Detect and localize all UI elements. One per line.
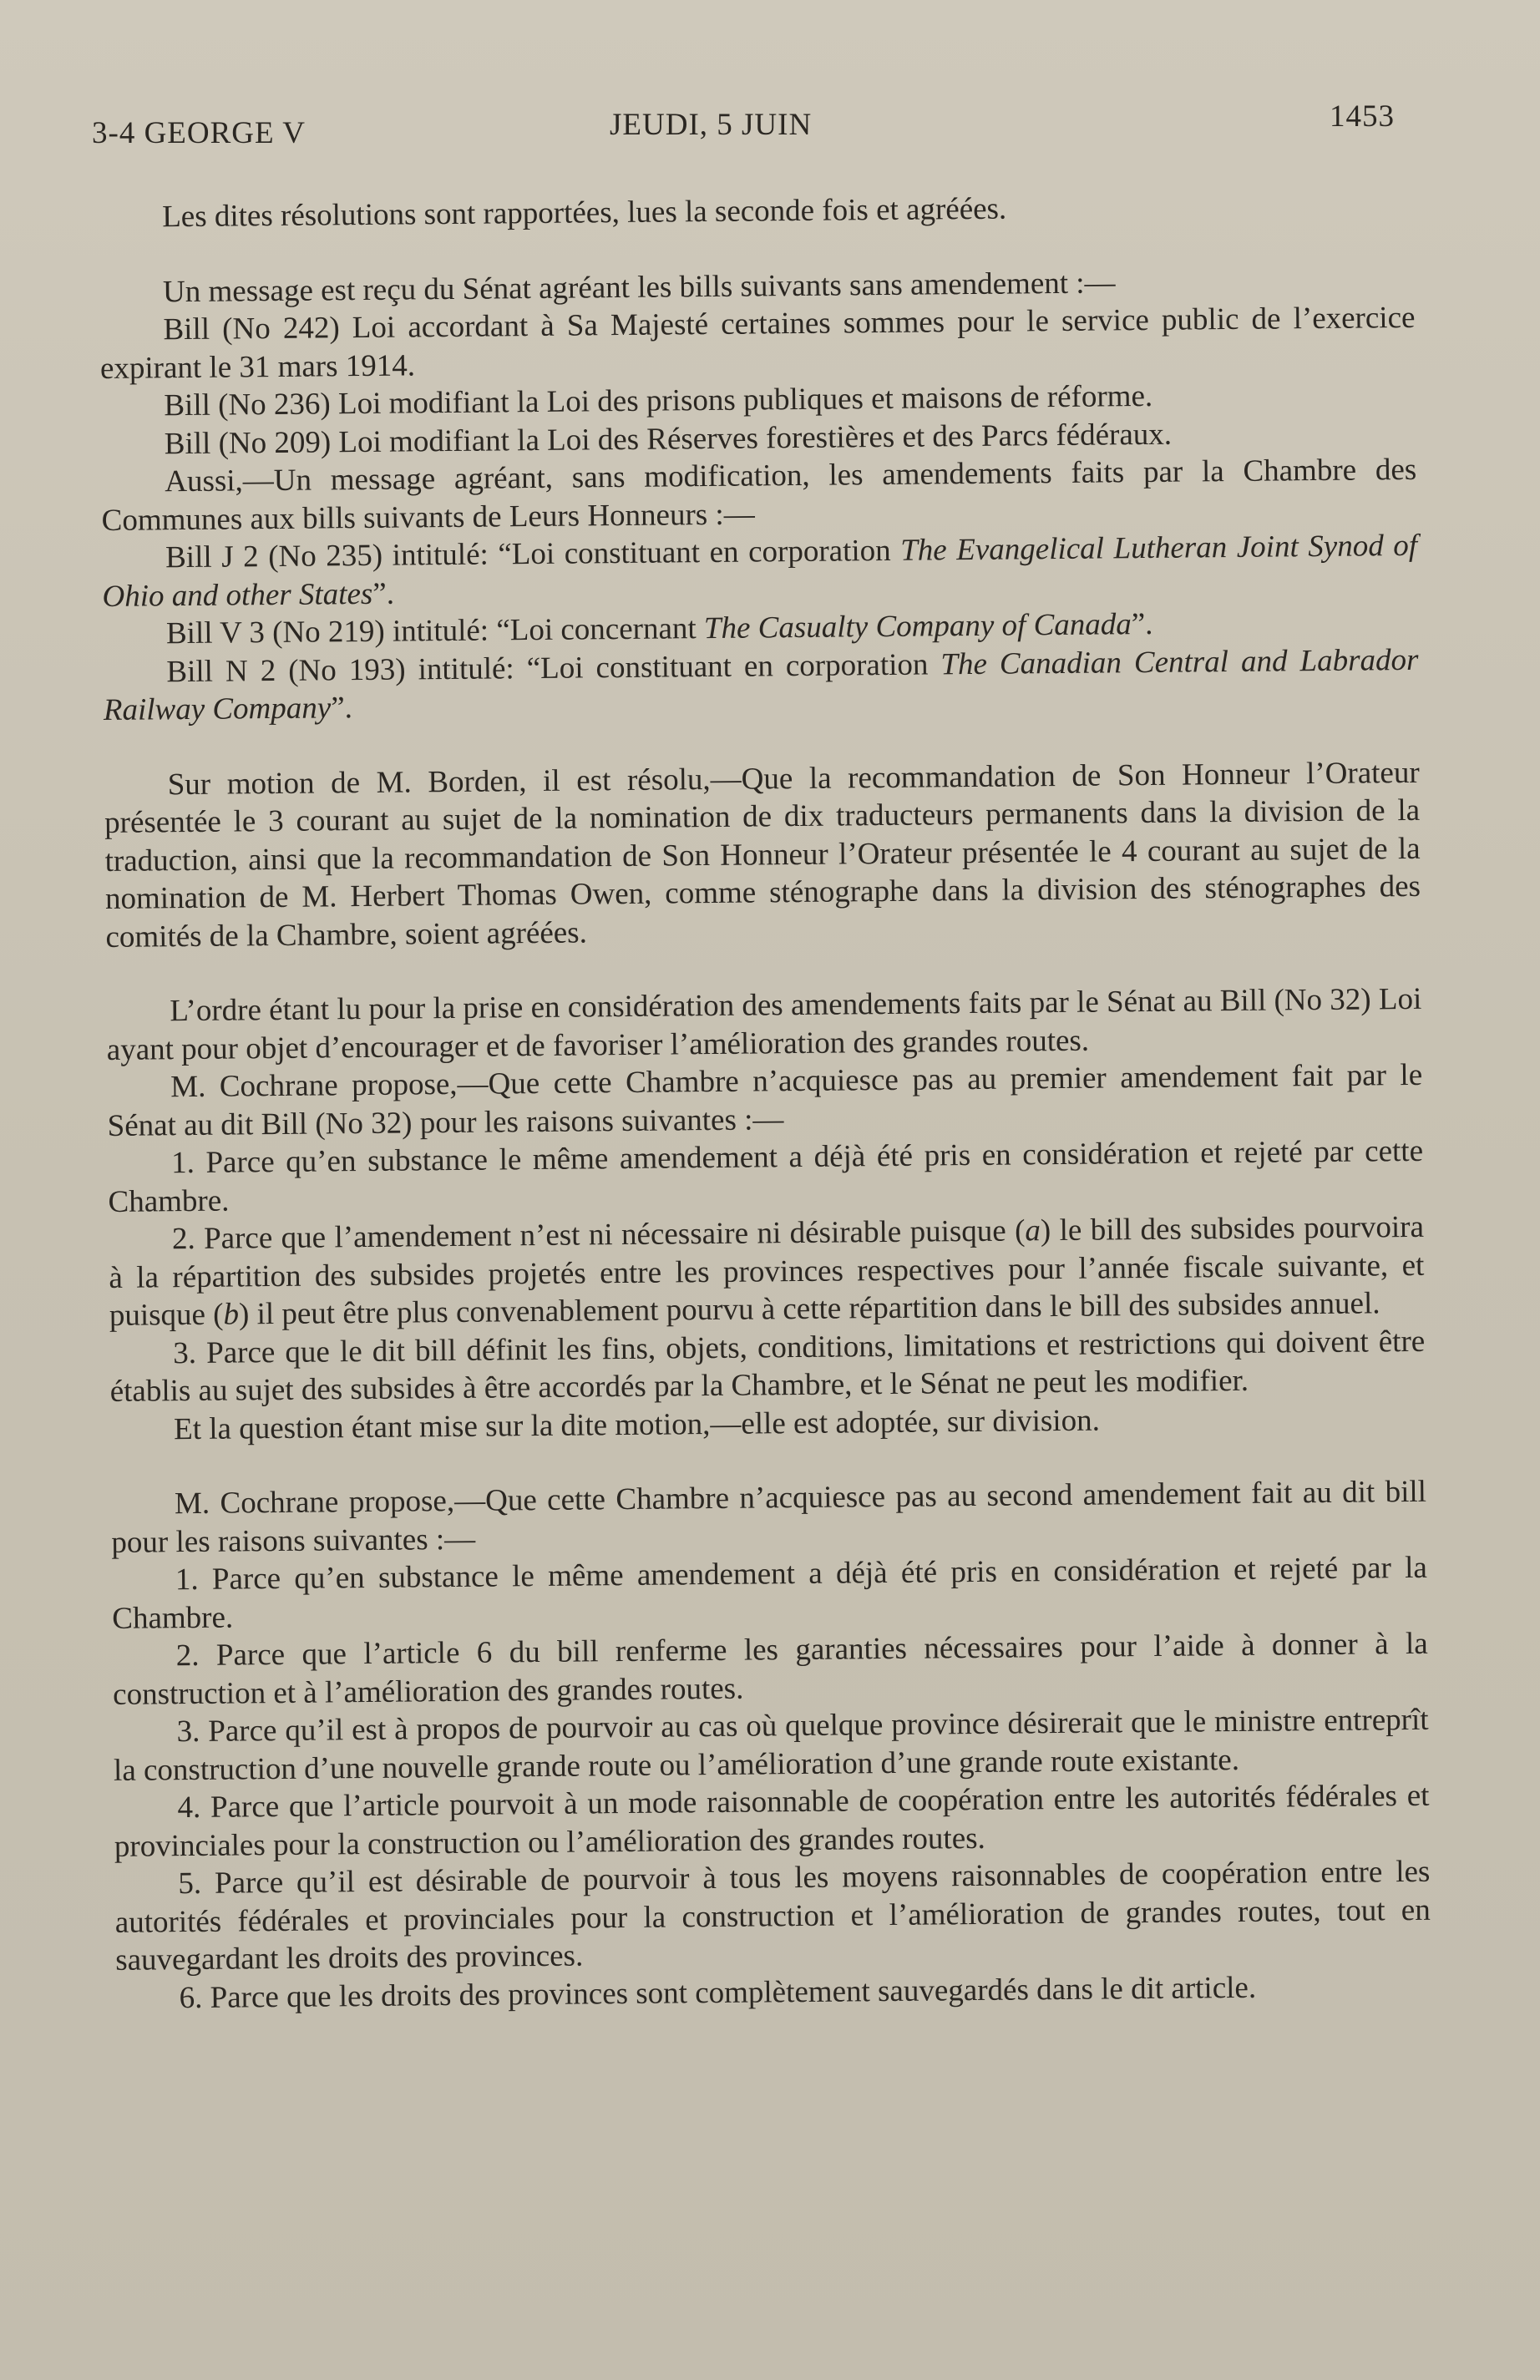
paragraph: M. Cochrane propose,—Que cette Chambre n’acquiesce pas au premier amendement fait par le Sénat au dit Bill (No 32) pour les raisons suivantes :— [107, 1057, 1423, 1143]
italic-letter: a [1025, 1213, 1041, 1248]
paragraph: Les dites résolutions sont rapportées, lues la seconde fois et agréées. [162, 191, 1007, 235]
text-run: 2. Parce que l’amendement n’est ni nécessaire ni désirable puisque ( [171, 1213, 1026, 1257]
paragraph: 1. Parce qu’en substance le même amendement a déjà été pris en considération et rejeté par cette Chambre. [108, 1133, 1424, 1219]
session-label: 3-4 GEORGE V [92, 116, 306, 150]
paragraph: 6. Parce que les droits des provinces sont complètement sauvegardés dans le dit article. [179, 1970, 1257, 2015]
text-run: ”. [372, 576, 395, 611]
body-text [99, 186, 1431, 2018]
page-header [92, 99, 1395, 149]
paragraph: Sur motion de M. Borden, il est résolu,—Que la recommandation de Son Honneur l’Orateur présentée le 3 courant au sujet de la nomination de dix traducteurs permanents dans la division de la traduction, ainsi que la recommandation de Son Honneur l’Orateur présentée le 4 courant au sujet de la nomination de M. Herbert Thomas Owen, comme sténographe dans la division des sténographes des comités de la Chambre, soient agréées. [104, 755, 1421, 955]
paragraph [109, 1208, 1425, 1335]
text-run: ”. [331, 691, 353, 726]
text-run: Bill J 2 (No 235) intitulé: “Loi constituant en corporation [165, 533, 901, 575]
paragraph: 5. Parce qu’il est désirable de pourvoir à tous les moyens raisonnables de coopération entre les autorités fédérales et provinciales pour la construction et l’amélioration de grandes routes, tout en sauvegardant les droits des provinces. [114, 1854, 1431, 1977]
paragraph: L’ordre étant lu pour la prise en considération des amendements faits par le Sénat au Bill (No 32) Loi ayant pour objet d’encourager et de favoriser l’amélioration des grandes routes. [106, 981, 1422, 1067]
italic-letter: b [223, 1297, 240, 1332]
paragraph: Aussi,—Un message agréant, sans modification, les amendements faits par la Chambre des Communes aux bills suivants de Leurs Honneurs :— [101, 452, 1417, 538]
text-run: Bill N 2 (No 193) intitulé: “Loi constituant en corporation [166, 646, 941, 689]
paragraph: M. Cochrane propose,—Que cette Chambre n’acquiesce pas au second amendement fait au dit bill pour les raisons suivantes :— [111, 1474, 1427, 1560]
paragraph [102, 527, 1418, 615]
italic-title: The Evangelical Lutheran Joint Synod of Ohio and other States [102, 528, 1418, 614]
text-run: ) le bill des subsides pourvoira à la répartition des subsides projetés entre les provinces respectives pour l’année fiscale suivante, et puisque ( [109, 1209, 1425, 1333]
text-run: Bill V 3 (No 219) intitulé: “Loi concernant [165, 611, 705, 651]
page-number: 1453 [1330, 99, 1395, 134]
paragraph: Un message est reçu du Sénat agréant les bills suivants sans amendement :— [162, 265, 1116, 309]
italic-title: The Casualty Company of Canada [703, 607, 1132, 646]
paragraph: 2. Parce que l’article 6 du bill renferme les garanties nécessaires pour l’aide à donner à la construction et à l’amélioration des grandes routes. [112, 1626, 1428, 1712]
paragraph: Bill (No 236) Loi modifiant la Loi des prisons publiques et maisons de réforme. [164, 378, 1153, 423]
text-run: ”. [1131, 606, 1153, 642]
italic-title: The Canadian Central and Labrador Railway Company [103, 642, 1419, 727]
paragraph: Et la question étant mise sur la dite motion,—elle est adoptée, sur division. [173, 1403, 1101, 1446]
paragraph [103, 641, 1419, 729]
paragraph: Bill (No 209) Loi modifiant la Loi des Réserves forestières et des Parcs fédéraux. [164, 417, 1173, 461]
paragraph: 3. Parce qu’il est à propos de pourvoir au cas où quelque province désirerait que le ministre entreprît la construction d’une nouvelle grande route ou l’amélioration d’une grande route existante. [113, 1702, 1429, 1788]
paragraph: 1. Parce qu’en substance le même amendement a déjà été pris en considération et rejeté par la Chambre. [112, 1550, 1428, 1636]
paragraph: 3. Parce que le dit bill définit les fins, objets, conditions, limitations et restrictions qui doivent être établis au sujet des subsides à être accordés par la Chambre, et le Sénat ne peut les modifier. [109, 1324, 1426, 1409]
paragraph: 4. Parce que l’article pourvoit à un mode raisonnable de coopération entre les autorités fédérales et provinciales pour la construction ou l’amélioration des grandes routes. [114, 1778, 1430, 1864]
date-heading: JEUDI, 5 JUIN [610, 108, 813, 142]
paragraph: Bill (No 242) Loi accordant à Sa Majesté certaines sommes pour le service public de l’exercice expirant le 31 mars 1914. [99, 300, 1416, 386]
text-run: ) il peut être plus convenablement pourvu à cette répartition dans le bill des subsides annuel. [238, 1286, 1380, 1332]
